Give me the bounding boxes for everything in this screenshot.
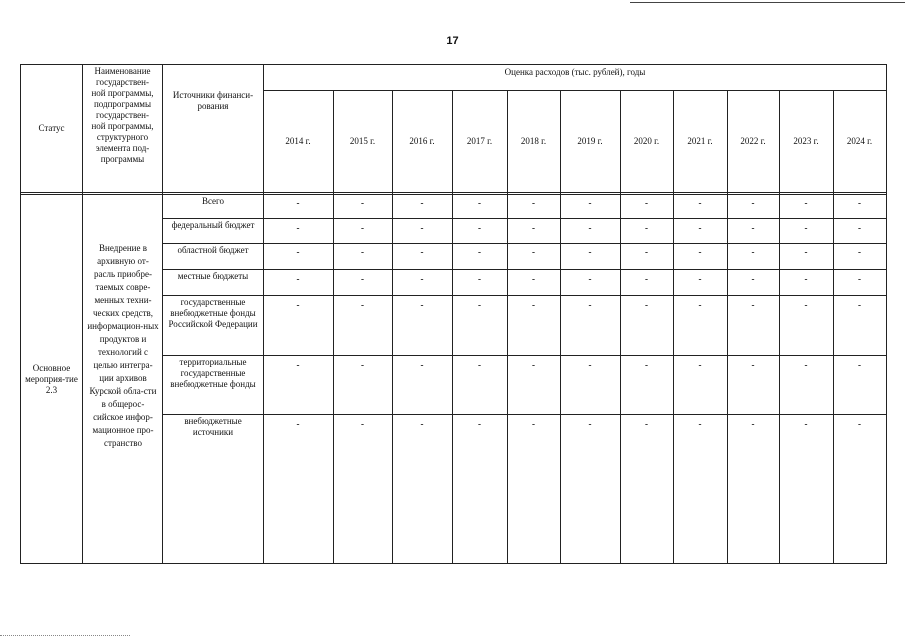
bottom-rule	[0, 635, 130, 636]
expense-value: -	[420, 300, 424, 310]
expense-value: -	[645, 419, 648, 429]
expense-value: -	[532, 247, 535, 257]
expense-value: -	[478, 300, 481, 310]
expense-value: -	[804, 300, 808, 310]
expense-value: -	[645, 274, 648, 284]
expense-value: -	[478, 247, 481, 257]
expense-value: -	[698, 198, 702, 208]
expense-value: -	[532, 274, 535, 284]
expense-value: -	[588, 223, 592, 233]
expense-value: -	[645, 223, 648, 233]
page-number: 17	[446, 35, 459, 47]
expense-value: -	[296, 419, 300, 429]
expense-value: -	[858, 247, 861, 257]
expense-value: -	[588, 198, 592, 208]
expense-value: -	[296, 360, 300, 370]
expense-value: -	[532, 360, 535, 370]
expense-value: -	[478, 360, 481, 370]
expense-value: -	[804, 419, 808, 429]
expense-value: -	[645, 198, 648, 208]
expense-value: -	[361, 274, 364, 284]
header-funding-sources: Источники финанси-рования	[172, 90, 254, 111]
expense-value: -	[296, 198, 300, 208]
expense-value: -	[858, 419, 861, 429]
expense-value: -	[698, 223, 702, 233]
expense-value: -	[532, 223, 535, 233]
expense-value: -	[532, 419, 535, 429]
expense-value: -	[361, 223, 364, 233]
header-year: 2015 г.	[349, 136, 376, 146]
expense-value: -	[296, 223, 300, 233]
expense-value: -	[858, 198, 861, 208]
expense-value: -	[804, 274, 808, 284]
expense-value: -	[532, 300, 535, 310]
expense-value: -	[751, 274, 755, 284]
expense-value: -	[751, 223, 755, 233]
expense-value: -	[588, 274, 592, 284]
expense-value: -	[296, 300, 300, 310]
header-program-name: Наименование государствен-ной программы, подпрограммы государствен-ной программы, структурного элемента под-программы	[91, 66, 154, 164]
header-year: 2017 г.	[466, 136, 493, 146]
expense-value: -	[698, 360, 702, 370]
funding-source-label: федеральный бюджет	[171, 220, 255, 230]
expense-value: -	[645, 300, 648, 310]
expense-value: -	[588, 419, 592, 429]
header-year: 2021 г.	[687, 136, 713, 146]
row-name: Внедрение в архивную от-расль приобре-таемых совре-менных техни-ческих средств, информацион-ных продуктов и технологий с целью интегра-ции архивов Курской обла-сти в общерос-сийское инфор-мационное про-странство	[87, 243, 159, 448]
expense-value: -	[420, 198, 424, 208]
funding-source-label: местные бюджеты	[177, 271, 249, 281]
expense-value: -	[751, 247, 755, 257]
expense-value: -	[588, 247, 592, 257]
expense-value: -	[532, 198, 535, 208]
header-year: 2018 г.	[520, 136, 547, 146]
expense-value: -	[296, 274, 300, 284]
expense-value: -	[478, 419, 481, 429]
expense-value: -	[645, 247, 648, 257]
expense-value: -	[420, 247, 424, 257]
expense-value: -	[361, 360, 364, 370]
header-status: Статус	[38, 123, 65, 133]
expense-value: -	[420, 419, 424, 429]
expense-value: -	[478, 274, 481, 284]
expense-value: -	[478, 223, 481, 233]
expense-value: -	[478, 198, 481, 208]
expense-value: -	[858, 360, 861, 370]
expense-value: -	[361, 247, 364, 257]
header-expenses: Оценка расходов (тыс. рублей), годы	[504, 67, 646, 77]
expense-value: -	[751, 360, 755, 370]
expense-value: -	[588, 360, 592, 370]
expense-value: -	[858, 223, 861, 233]
header-year: 2014 г.	[285, 136, 311, 146]
expense-value: -	[588, 300, 592, 310]
expense-value: -	[804, 247, 808, 257]
expense-value: -	[420, 360, 424, 370]
expense-value: -	[420, 223, 424, 233]
expense-value: -	[296, 247, 300, 257]
header-year: 2016 г.	[409, 136, 435, 146]
expense-value: -	[804, 198, 808, 208]
expense-value: -	[751, 198, 755, 208]
row-status: Основное мероприя-тие 2.3	[25, 362, 78, 395]
expense-value: -	[361, 300, 364, 310]
expense-value: -	[698, 419, 702, 429]
expense-value: -	[751, 300, 755, 310]
header-year: 2022 г.	[740, 136, 766, 146]
expense-value: -	[698, 274, 702, 284]
expense-value: -	[420, 274, 424, 284]
expense-value: -	[804, 360, 808, 370]
expense-value: -	[645, 360, 648, 370]
header-year: 2020 г.	[633, 136, 660, 146]
expense-value: -	[804, 223, 808, 233]
header-year: 2019 г.	[577, 136, 603, 146]
expense-value: -	[858, 274, 861, 284]
funding-source-label: государственные внебюджетные фонды Российской Федерации	[168, 297, 258, 329]
header-year: 2023 г.	[793, 136, 819, 146]
expense-value: -	[698, 300, 702, 310]
expense-value: -	[361, 198, 364, 208]
funding-source-label: внебюджетные источники	[184, 416, 242, 437]
expense-value: -	[361, 419, 364, 429]
funding-source-label: областной бюджет	[177, 245, 249, 255]
expense-value: -	[858, 300, 861, 310]
header-year: 2024 г.	[846, 136, 873, 146]
expense-value: -	[698, 247, 702, 257]
expense-value: -	[751, 419, 755, 429]
funding-source-label: территориальные государственные внебюджетные фонды	[170, 357, 256, 389]
funding-source-label: Всего	[201, 196, 225, 206]
